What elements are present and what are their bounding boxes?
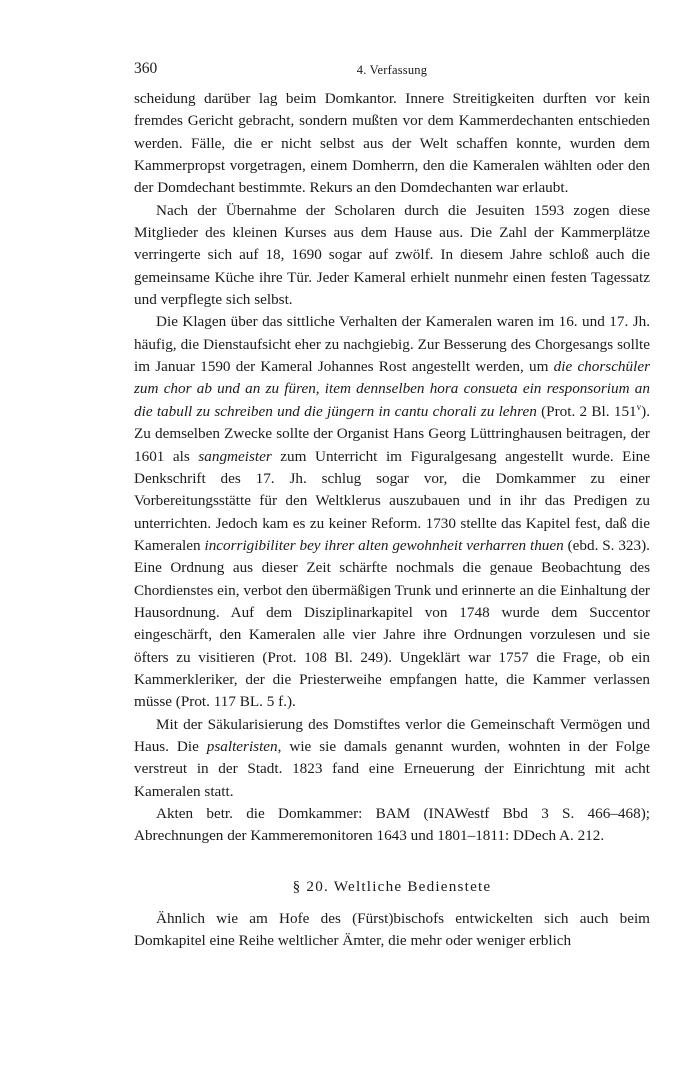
page-number: 360 [134, 60, 158, 77]
paragraph-4-text-1: Mit der Säkularisierung des Domstiftes verlor die Gemeinschaft Vermögen und Haus. Die [134, 715, 650, 755]
paragraph-3-text-3: ). Zu demselben Zwecke sollte der Organist Hans Georg Lüttringhausen beitragen, der 1601 als [134, 402, 650, 465]
paragraph-4 [134, 714, 650, 803]
document-page [134, 58, 650, 953]
paragraph-5-sources: Akten betr. die Domkammer: BAM (INAWestf Bbd 3 S. 466–468); Abrechnungen der Kammeremonitoren 1643 und 1801–1811: DDech A. 212. [134, 805, 650, 845]
quote-incorrigibiliter: incorrigibiliter bey ihrer alten gewohnheit verharren thuen [204, 536, 564, 554]
paragraph-3-text-2: (Prot. 2 Bl. 151 [536, 402, 637, 420]
section-heading: § 20. Weltliche Bedienstete [292, 877, 492, 895]
paragraph-4-text-2: , wie sie damals genannt wurden, wohnten in der Folge verstreut in der Stadt. 1823 fand eine Erneuerung der Einrichtung mit acht Kameralen statt. [134, 737, 650, 800]
paragraph-1: scheidung darüber lag beim Domkantor. Innere Streitigkeiten durften vor kein fremdes Gericht gebracht, sondern mußten vor dem Kammerdechanten entschieden werden. Fälle, die er nicht selbst aus der Welt schaffen konnte, wurden dem Kammerpropst vorgetragen, einem Domherrn, den die Kameralen wählten oder den der Domdechant bestimmte. Rekurs an den Domdechanten war erlaubt. [134, 90, 650, 197]
paragraph-3-text-4: zum Unterricht im Figuralgesang angestellt wurde. Eine Denkschrift des 17. Jh. schlug sogar vor, die Domkammer zu einer Vorbereitungsstätte für den Weltklerus auszubauen und in ihr das Predigen zu unterrichten. Jedoch kam es zu keiner Reform. 1730 stellte das Kapitel fest, daß die Kameralen [134, 447, 650, 554]
paragraph-3-text-1: Die Klagen über das sittliche Verhalten der Kameralen waren im 16. und 17. Jh. häufig, die Dienstaufsicht eher zu nachgiebig. Zur Besserung des Chorgesangs sollte im Januar 1590 der Kameral Johannes Rost angestellt werden, um [134, 313, 650, 376]
page-header [134, 58, 650, 80]
paragraph-3 [134, 311, 650, 713]
term-psalteristen: psalteristen [206, 737, 278, 755]
paragraph-3-text-5: (ebd. S. 323). Eine Ordnung aus dieser Zeit schärfte nochmals die genaue Beobachtung des Chordienstes ein, verbot den übermäßigen Trunk und erinnerte an die Einhaltung der Hausordnung. Auf dem Disziplinarkapitel von 1748 wurde dem Succentor eingeschärft, den Kameralen alle vier Jahre ihre Ordnungen vorzulesen und sie öfters zu visitieren (Prot. 108 Bl. 249). Ungeklärt war 1757 die Frage, ob ein Kammerkleriker, der die Priesterweihe empfangen hatte, die Kammer verlassen müsse (Prot. 117 BL. 5 f.). [134, 536, 650, 711]
term-sangmeister: sangmeister [198, 447, 272, 465]
quote-chorschueler: die chorschüler zum chor ab und an zu füren, item dennselben hora consueta ein responsorium an die tabull zu schreiben und die jüngern in cantu chorali zu lehren [134, 358, 650, 420]
paragraph-6: Ähnlich wie am Hofe des (Fürst)bischofs entwickelten sich auch beim Domkapitel eine Reihe weltlicher Ämter, die mehr oder weniger erblich [134, 910, 650, 950]
running-head: 4. Verfassung [356, 63, 428, 77]
paragraph-2: Nach der Übernahme der Scholaren durch die Jesuiten 1593 zogen diese Mitglieder des kleinen Kurses aus dem Hause aus. Die Zahl der Kammerplätze verringerte sich auf 18, 1690 sogar auf zwölf. In diesem Jahre schloß auch die gemeinsame Küche ihre Tür. Jeder Kameral erhielt nunmehr einen festen Tagessatz und verpflegte sich selbst. [134, 201, 650, 309]
folio-verso-mark: v [636, 401, 642, 412]
